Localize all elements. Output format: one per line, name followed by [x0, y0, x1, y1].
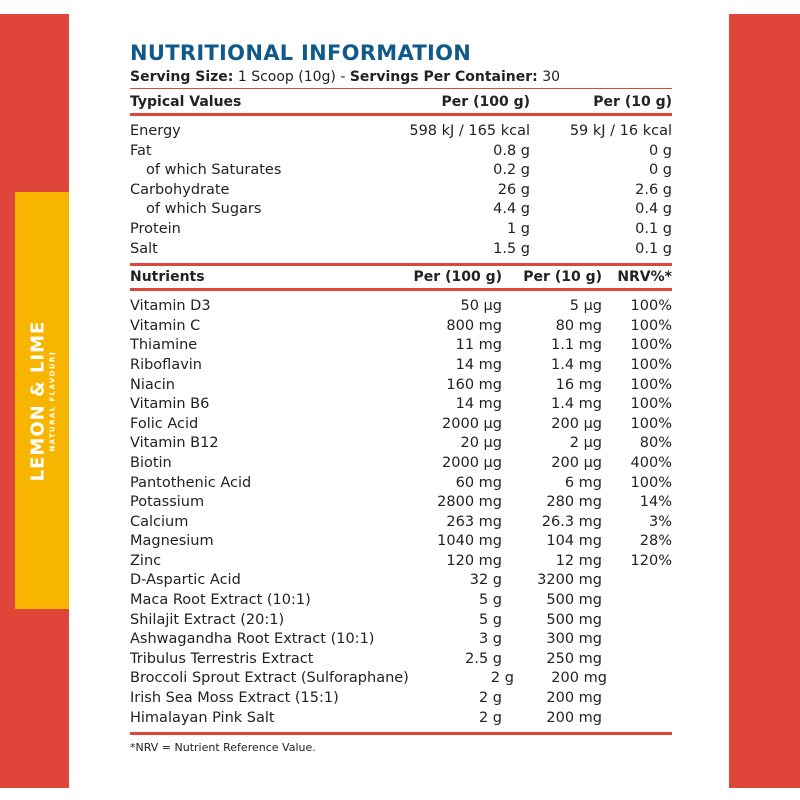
row-per-100g: 3 g [478, 631, 502, 648]
row-per-10g: 104 mg [546, 533, 602, 550]
row-per-100g: 2 g [490, 670, 514, 687]
row-per-100g: 5 g [478, 592, 502, 609]
row-nrv: 80% [639, 435, 672, 452]
row-nrv [607, 669, 672, 689]
header-typical-values: Typical Values [130, 94, 242, 110]
nutrients-header [130, 266, 672, 288]
table-row [130, 493, 672, 513]
row-per-100g: 2000 µg [442, 454, 502, 471]
row-name: Fat [130, 142, 152, 159]
table-row [130, 297, 672, 317]
row-per-100g: 2800 mg [437, 494, 502, 511]
row-per-10g: 2.6 g [635, 181, 672, 198]
row-per-100g: 26 g [497, 181, 530, 198]
servings-count-value: 30 [537, 69, 561, 85]
row-name: Salt [130, 240, 158, 257]
row-nrv: 100% [630, 298, 672, 315]
row-per-10g: 26.3 mg [541, 513, 602, 530]
row-nrv [602, 611, 672, 631]
table-row [130, 376, 672, 396]
header-per-100g: Per (100 g) [441, 94, 530, 110]
row-per-100g: 2.5 g [465, 650, 502, 667]
row-nrv: 400% [630, 454, 672, 471]
row-name: D-Aspartic Acid [130, 572, 241, 589]
row-per-10g: 200 µg [551, 454, 602, 471]
row-per-100g: 1 g [506, 220, 530, 237]
row-per-100g: 11 mg [455, 337, 502, 354]
row-per-100g: 14 mg [455, 396, 502, 413]
row-name: Potassium [130, 494, 205, 511]
row-nrv: 100% [630, 337, 672, 354]
row-per-10g: 200 mg [546, 690, 602, 707]
row-name: Shilajit Extract (20:1) [130, 611, 285, 628]
row-per-100g: 160 mg [446, 376, 502, 393]
row-name: Broccoli Sprout Extract (Sulforaphane) [130, 670, 409, 687]
row-per-10g: 5 µg [569, 298, 602, 315]
table-row [130, 356, 672, 376]
row-per-10g: 0.4 g [635, 201, 672, 218]
row-per-10g: 200 µg [551, 415, 602, 432]
table-row [130, 513, 672, 533]
row-per-10g: 16 mg [555, 376, 602, 393]
table-row [130, 317, 672, 337]
nutrients-table [130, 297, 672, 728]
row-name: Biotin [130, 454, 172, 471]
row-per-10g: 280 mg [546, 494, 602, 511]
row-nrv: 120% [630, 552, 672, 569]
row-per-10g: 59 kJ / 16 kcal [569, 123, 672, 139]
row-nrv: 100% [630, 415, 672, 432]
servings-count-label: Servings Per Container: [349, 69, 538, 85]
row-nrv: 100% [630, 396, 672, 413]
row-per-100g: 20 µg [460, 435, 502, 452]
row-nrv [602, 571, 672, 591]
row-name: Ashwagandha Root Extract (10:1) [130, 631, 375, 648]
row-per-10g: 2 µg [569, 435, 602, 452]
row-name: Energy [130, 123, 181, 139]
row-nrv [602, 630, 672, 650]
table-row [130, 630, 672, 650]
row-per-100g: 4.4 g [493, 201, 530, 218]
row-nrv: 100% [630, 356, 672, 373]
table-row [130, 142, 672, 162]
serving-size-label: Serving Size: [130, 69, 234, 85]
row-per-100g: 0.8 g [493, 142, 530, 159]
row-name: Vitamin B12 [130, 435, 219, 452]
table-row [130, 220, 672, 240]
row-name: Pantothenic Acid [130, 474, 252, 491]
header-nutrients: Nutrients [130, 269, 205, 286]
row-nrv [602, 650, 672, 670]
row-per-100g: 800 mg [446, 317, 502, 334]
table-row [130, 474, 672, 494]
row-name: Protein [130, 220, 181, 237]
row-per-10g: 12 mg [555, 552, 602, 569]
row-nrv: 100% [630, 474, 672, 491]
row-name: Niacin [130, 376, 175, 393]
row-per-100g: 263 mg [446, 513, 502, 530]
row-name: Vitamin D3 [130, 298, 211, 315]
row-name: Vitamin C [130, 317, 201, 334]
row-name: Thiamine [130, 337, 198, 354]
row-nrv [602, 709, 672, 729]
table-row [130, 161, 672, 181]
table-row [130, 532, 672, 552]
page-title: NUTRITIONAL INFORMATION [130, 41, 472, 65]
row-name: Vitamin B6 [130, 396, 210, 413]
table-row [130, 454, 672, 474]
row-per-100g: 50 µg [460, 298, 502, 315]
divider [130, 732, 672, 735]
nutrition-panel [130, 40, 672, 754]
table-row [130, 181, 672, 201]
row-per-10g: 300 mg [546, 631, 602, 648]
header-nrv: NRV%* [617, 269, 672, 286]
table-row [130, 434, 672, 454]
row-per-10g: 0 g [648, 162, 672, 179]
table-row [130, 591, 672, 611]
serving-size-value: 1 Scoop (10g) - [233, 69, 350, 85]
header-per-100g: Per (100 g) [413, 269, 502, 286]
flavour-label [15, 192, 69, 609]
row-name: Folic Acid [130, 415, 199, 432]
table-row [130, 395, 672, 415]
row-per-100g: 1.5 g [493, 240, 530, 257]
table-row [130, 552, 672, 572]
row-per-10g: 0.1 g [635, 240, 672, 257]
row-name: Calcium [130, 513, 189, 530]
row-name: Maca Root Extract (10:1) [130, 592, 311, 609]
row-per-10g: 500 mg [546, 611, 602, 628]
row-per-100g: 2 g [478, 690, 502, 707]
right-red-band [729, 14, 800, 788]
divider [130, 288, 672, 291]
table-row [130, 200, 672, 220]
row-name: Irish Sea Moss Extract (15:1) [130, 690, 339, 707]
row-name: Himalayan Pink Salt [130, 709, 275, 726]
divider [130, 88, 672, 89]
row-per-10g: 0 g [648, 142, 672, 159]
row-per-10g: 3200 mg [537, 572, 602, 589]
row-per-10g: 250 mg [546, 650, 602, 667]
serving-info [130, 66, 672, 88]
table-row [130, 571, 672, 591]
table-row [130, 669, 672, 689]
row-per-100g: 0.2 g [493, 162, 530, 179]
row-per-10g: 0.1 g [635, 220, 672, 237]
table-row [130, 336, 672, 356]
row-per-10g: 500 mg [546, 592, 602, 609]
row-per-100g: 1040 mg [437, 533, 502, 550]
table-row [130, 415, 672, 435]
row-per-10g: 1.4 mg [551, 396, 602, 413]
row-per-100g: 120 mg [446, 552, 502, 569]
flavour-subtitle: NATURAL FLAVOUR† [48, 349, 57, 452]
row-nrv [602, 591, 672, 611]
row-name: Tribulus Terrestris Extract [130, 650, 314, 667]
row-per-10g: 200 mg [546, 709, 602, 726]
row-name: Carbohydrate [130, 181, 230, 198]
typical-values-table [130, 122, 672, 259]
row-name: of which Sugars [146, 201, 262, 218]
row-per-100g: 60 mg [455, 474, 502, 491]
flavour-name: LEMON & LIME [27, 320, 49, 481]
divider [130, 113, 672, 116]
row-name: Zinc [130, 552, 162, 569]
row-per-100g: 32 g [469, 572, 502, 589]
row-per-10g: 80 mg [555, 317, 602, 334]
row-per-100g: 2 g [478, 709, 502, 726]
table-row [130, 611, 672, 631]
row-per-100g: 2000 µg [442, 415, 502, 432]
row-nrv: 3% [648, 513, 672, 530]
row-nrv: 14% [639, 494, 672, 511]
typical-values-header [130, 91, 672, 113]
row-per-100g: 14 mg [455, 356, 502, 373]
table-row [130, 689, 672, 709]
row-per-100g: 598 kJ / 165 kcal [409, 123, 530, 139]
row-per-10g: 1.1 mg [551, 337, 602, 354]
row-name: Magnesium [130, 533, 214, 550]
row-nrv: 28% [639, 533, 672, 550]
table-row [130, 650, 672, 670]
row-per-10g: 200 mg [551, 670, 607, 687]
table-row [130, 240, 672, 260]
row-name: Riboflavin [130, 356, 202, 373]
row-nrv [602, 689, 672, 709]
row-per-100g: 5 g [478, 611, 502, 628]
footnote: *NRV = Nutrient Reference Value. [130, 741, 316, 755]
row-per-10g: 6 mg [564, 474, 602, 491]
row-per-10g: 1.4 mg [551, 356, 602, 373]
row-name: of which Saturates [146, 162, 282, 179]
header-per-10g: Per (10 g) [593, 94, 672, 110]
row-nrv: 100% [630, 317, 672, 334]
header-per-10g: Per (10 g) [523, 269, 602, 286]
row-nrv: 100% [630, 376, 672, 393]
table-row [130, 709, 672, 729]
table-row [130, 122, 672, 142]
